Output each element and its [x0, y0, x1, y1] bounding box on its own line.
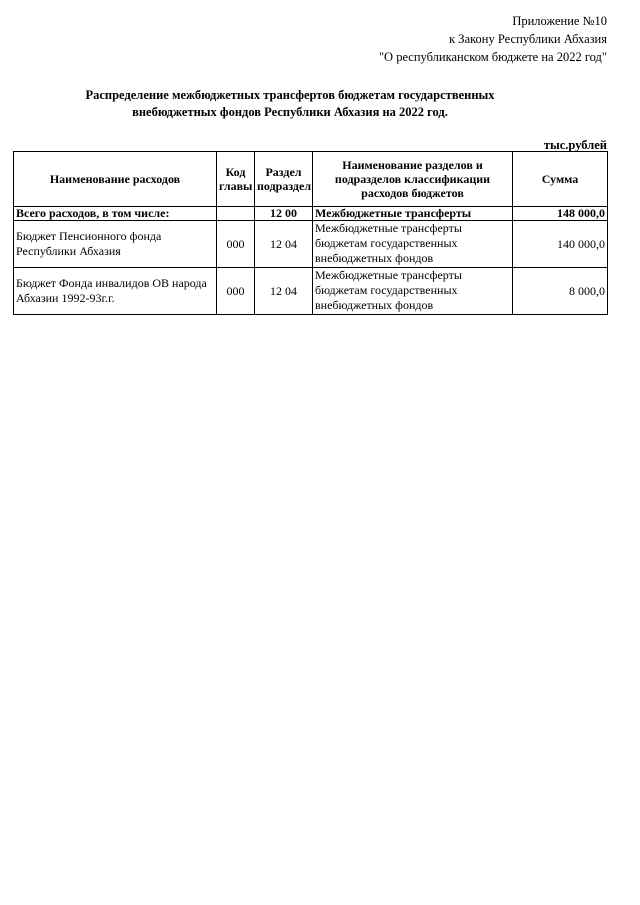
appendix-line-2: к Закону Республики Абхазия	[449, 32, 607, 46]
header-name: Наименование расходов	[14, 152, 217, 207]
document-title	[20, 87, 560, 121]
row-description: Межбюджетные трансферты бюджетам государственных внебюджетных фондов	[313, 221, 513, 268]
transfers-table	[13, 151, 608, 315]
header-code: Код главы	[217, 152, 255, 207]
title-line-2: внебюджетных фондов Республики Абхазия на 2022 год.	[132, 105, 448, 119]
table-total-row	[14, 207, 608, 221]
table-row	[14, 268, 608, 315]
row-sum: 8 000,0	[513, 268, 608, 315]
total-code	[217, 207, 255, 221]
appendix-line-1: Приложение №10	[512, 14, 607, 28]
row-name: Бюджет Фонда инвалидов ОВ народа Абхазии 1992-93г.г.	[14, 268, 217, 315]
table-header-row	[14, 152, 608, 207]
table-row	[14, 221, 608, 268]
total-sum: 148 000,0	[513, 207, 608, 221]
row-section: 12 04	[255, 268, 313, 315]
header-description: Наименование разделов и подразделов классификации расходов бюджетов	[313, 152, 513, 207]
row-section: 12 04	[255, 221, 313, 268]
row-code: 000	[217, 221, 255, 268]
total-description: Межбюджетные трансферты	[313, 207, 513, 221]
row-sum: 140 000,0	[513, 221, 608, 268]
row-code: 000	[217, 268, 255, 315]
appendix-line-3: "О республиканском бюджете на 2022 год"	[378, 50, 607, 64]
row-description: Межбюджетные трансферты бюджетам государственных внебюджетных фондов	[313, 268, 513, 315]
appendix-header	[379, 12, 607, 66]
row-name: Бюджет Пенсионного фонда Республики Абхазия	[14, 221, 217, 268]
total-section: 12 00	[255, 207, 313, 221]
units-label: тыс.рублей	[543, 138, 607, 152]
total-name: Всего расходов, в том числе:	[14, 207, 217, 221]
header-section: Раздел подраздел	[255, 152, 313, 207]
header-sum: Сумма	[513, 152, 608, 207]
title-line-1: Распределение межбюджетных трансфертов бюджетам государственных	[85, 88, 495, 102]
